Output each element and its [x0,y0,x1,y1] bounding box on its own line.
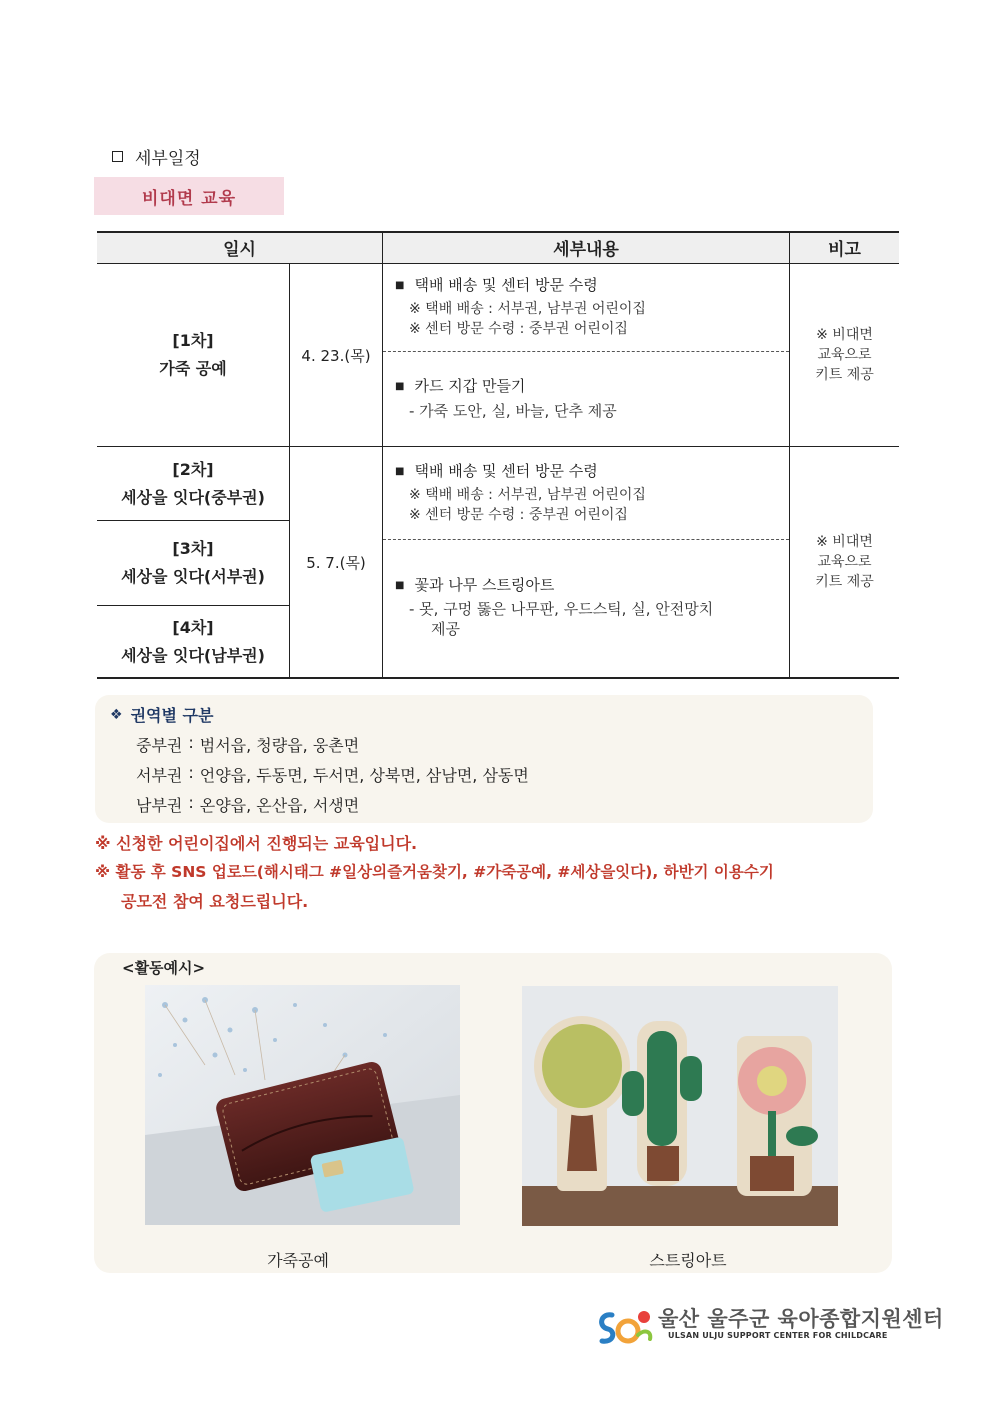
region-separator: : [188,763,194,782]
round-2-content-2 [395,574,787,639]
center-logo-icon [594,1305,656,1349]
round-1-content-2-sub-1: - 가죽 도안, 실, 바늘, 단추 제공 [409,402,617,420]
header-content-label: 세부내용 [553,239,619,260]
example-title: <활동예시> [122,959,206,977]
region-areas: 언양읍, 두동면, 두서면, 상북면, 삼남면, 삼동면 [199,766,529,785]
table-top-border [97,231,899,233]
round-2-content-1-main: ■ 택배 배송 및 센터 방문 수령 [395,460,785,485]
round-4-name: 세상을 잇다(남부권) [121,645,265,665]
round-4-cell [97,606,289,677]
region-areas: 온양읍, 온산읍, 서생면 [199,796,360,815]
center-logo-name: 울산 울주군 육아종합지원센터 [658,1307,944,1331]
round-1-number: [1차] [172,331,214,350]
center-logo [594,1303,944,1349]
round-2-number: [2차] [172,459,214,479]
diamond-bullet-icon: ❖ [110,706,123,723]
region-row-south [136,793,359,816]
subheading-badge [94,177,284,215]
subheading-text: 비대면 교육 [141,188,237,209]
round-4-number: [4차] [172,617,214,637]
round-1-date-text: 4. 23.(목) [301,346,371,365]
checkbox-square-icon [112,151,123,162]
round-2-4-date-text: 5. 7.(목) [306,553,366,572]
round-1-cell [97,264,289,446]
region-name: 남부권 [136,796,183,815]
schedule-table [97,231,899,679]
region-name: 서부권 [136,766,183,785]
region-name: 중부권 [136,736,183,755]
region-row-west [136,763,529,786]
round-2-content-1 [395,460,785,525]
header-note-label: 비고 [828,239,861,260]
round-3-name: 세상을 잇다(서부권) [121,567,265,586]
round-1-content-1-sub-2: ※ 센터 방문 수령 : 중부권 어린이집 [409,321,628,337]
col-divider-1 [382,231,383,678]
round-1-content-2 [395,375,785,423]
region-title [110,703,213,726]
round-2-4-note-line-2: 교육으로 [817,554,872,570]
round-1-content-1-main: ■ 택배 배송 및 센터 방문 수령 [395,274,785,299]
header-note [790,231,899,263]
content-dashed-divider-2 [383,539,789,540]
round-1-date [290,264,382,446]
round-2-content-2-sub-1: - 못, 구멍 뚫은 나무판, 우드스틱, 실, 안전망치 [409,600,714,618]
round-1-content-1 [395,274,785,339]
round-1-name: 가죽 공예 [159,359,227,378]
section-title: 세부일정 [135,149,201,169]
caption-leather: 가죽공예 [267,1251,329,1270]
region-row-central [136,733,359,756]
center-logo-subtitle: ULSAN ULJU SUPPORT CENTER FOR CHILDCARE [668,1331,888,1340]
round-2-content-1-sub-1: ※ 택배 배송 : 서부권, 남부권 어린이집 [409,487,646,503]
region-areas: 범서읍, 청량읍, 웅촌면 [199,736,360,755]
section-heading [112,144,201,169]
content-dashed-divider-1 [383,351,789,352]
region-separator: : [188,733,194,752]
round-2-name: 세상을 잇다(중부권) [121,487,265,507]
header-date [97,231,382,263]
string-art-photo [522,986,838,1226]
round-1-note-line-1: ※ 비대면 [816,327,873,343]
round-1-content-1-sub-1: ※ 택배 배송 : 서부권, 남부권 어린이집 [409,301,646,317]
region-title-text: 권역별 구분 [130,706,214,725]
round-2-4-note [790,447,899,677]
round-2-content-1-sub-2: ※ 센터 방문 수령 : 중부권 어린이집 [409,507,628,523]
round-2-4-note-line-3: 키트 제공 [815,574,874,590]
round-3-cell [97,521,289,605]
leather-wallet-photo [145,985,460,1225]
notice-2-line-2: 공모전 참여 요청드립니다. [121,892,309,911]
table-bottom-border [97,677,899,679]
round-2-4-date [290,447,382,677]
round-2-content-2-main: ■ 꽃과 나무 스트링아트 [395,574,787,599]
round-3-number: [3차] [172,539,214,558]
notice-2-line-1: ※ 활동 후 SNS 업로드(해시태그 #일상의즐거움찾기, #가죽공예, #세상을잇다), 하반기 이용수기 [95,863,774,881]
header-date-label: 일시 [223,239,256,260]
header-content [383,231,789,263]
round-2-content-2-sub-2: 제공 [431,620,460,638]
round-1-note-line-3: 키트 제공 [815,367,874,383]
round-1-content-2-main: ■ 카드 지갑 만들기 [395,375,785,400]
round-2-4-note-line-1: ※ 비대면 [816,534,873,550]
round-1-note-line-2: 교육으로 [817,347,872,363]
round-2-cell [97,447,289,520]
region-separator: : [188,793,194,812]
caption-string-art: 스트링아트 [649,1251,727,1270]
round-1-note [790,264,899,446]
notice-1: ※ 신청한 어린이집에서 진행되는 교육입니다. [95,834,418,853]
